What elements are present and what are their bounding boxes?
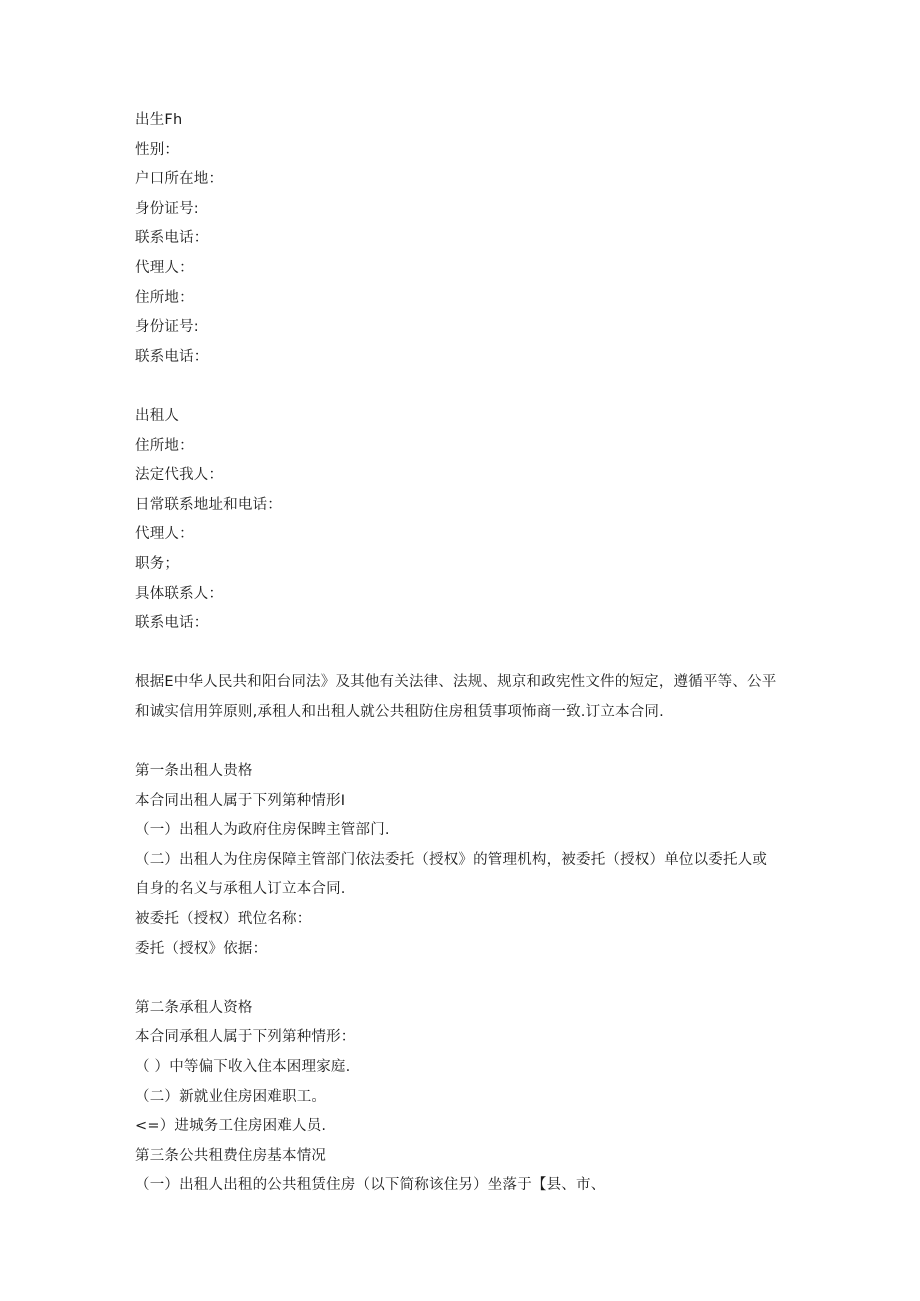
- lessee-id-number: 身份证号:: [135, 200, 199, 217]
- article-1-item-2-line-2: 自身的名义与承租人订立本合同.: [135, 881, 346, 898]
- article-2-title: 第二条承租人资格: [135, 999, 253, 1016]
- spacer: [135, 727, 785, 757]
- lessor-phone: 联系电话：: [135, 615, 209, 632]
- preamble-line-2: 和诚实信用笄原则,承租人和出租人就公共租防住房租赁事项怖商一致.订立本合同.: [135, 703, 664, 720]
- lessee-agent-phone: 联系电话：: [135, 348, 209, 365]
- article-1-intro: 本合同出租人属于下列第种情形I: [135, 792, 346, 809]
- article-1-title: 第一条出租人贵格: [135, 763, 253, 780]
- spacer: [135, 639, 785, 669]
- spacer: [135, 372, 785, 402]
- lessor-position: 职务；: [135, 555, 180, 572]
- article-2-item-2: （二）新就业住房困难职工。: [135, 1088, 327, 1105]
- article-1-item-2-line-1: （二）出租人为住房保障主管部门依法委托（授权》的管理机构，被委托（授权）单位以委托人或: [135, 851, 768, 868]
- lessor-legal-rep: 法定代我人：: [135, 467, 224, 484]
- lessor-daily-contact: 日常联系地址和电话：: [135, 496, 282, 513]
- article-1-entrusted-name: 被委托（授权）玳位名称：: [135, 911, 312, 928]
- lessor-title: 出租人: [135, 407, 180, 424]
- lessee-hukou: 户口所在地：: [135, 171, 224, 188]
- spacer: [135, 964, 785, 994]
- contract-page: [135, 106, 785, 1201]
- lessee-agent-id-number: 身份证号:: [135, 319, 199, 336]
- article-3-item-1: （一）出租人出租的公共租赁住房（以下简称该住另）坐落于【县、市、: [135, 1177, 606, 1194]
- article-2-intro: 本合同承租人属于下列第种情形：: [135, 1029, 356, 1046]
- lessor-agent: 代理人：: [135, 526, 194, 543]
- article-1-basis: 委托（授权》依据：: [135, 940, 268, 957]
- preamble-line-1: 根据E中华人民共和阳台同法》及其他有关法律、法规、规京和政宪性文件的短定，遵循平等、公平: [135, 674, 777, 691]
- lessee-agent: 代理人：: [135, 259, 194, 276]
- lessee-phone: 联系电话：: [135, 230, 209, 247]
- lessee-agent-address: 住所地：: [135, 289, 194, 306]
- lessee-gender: 性别：: [135, 141, 180, 158]
- lessee-birth: 出生Fh: [135, 112, 183, 128]
- article-3-title: 第三条公共租费住房基本情况: [135, 1147, 327, 1164]
- article-2-item-3: <=）进城务工住房困难人员.: [135, 1118, 327, 1135]
- article-1-item-1: （一）出租人为政府住房保睥主管部门.: [135, 822, 390, 839]
- article-2-item-1: （ ）中等偏下收入住本困理家庭.: [135, 1059, 351, 1075]
- lessor-address: 住所地：: [135, 437, 194, 454]
- lessor-contact-person: 具体联系人：: [135, 585, 224, 602]
